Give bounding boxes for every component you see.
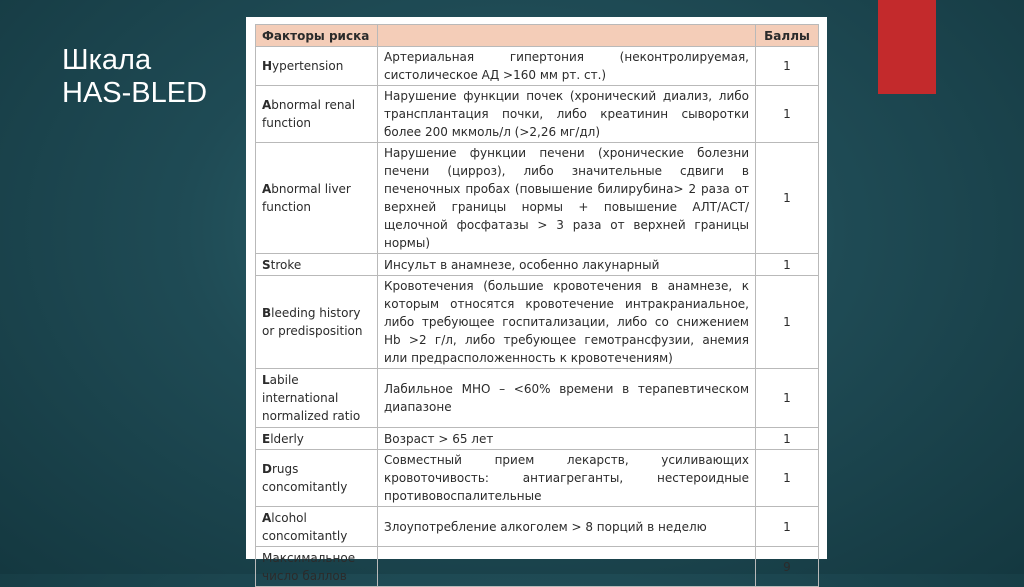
factor-rest: bnormal renal function (262, 98, 356, 130)
description-cell: Нарушение функции печени (хронические болезни печени (цирроз), либо значительные сдвиги в печеночных пробах (повышение билирубина> 2 раза от верхней границы нормы + повышение АЛТ/АСТ/щелочной фосфатазы > 3 раза от верхней границы нормы) (378, 143, 756, 254)
slide-title-line-2: HAS-BLED (62, 77, 208, 109)
factor-rest: rugs concomitantly (262, 462, 348, 494)
description-cell (378, 547, 756, 587)
factor-rest: lcohol concomitantly (262, 510, 348, 543)
description-cell: Возраст > 65 лет (378, 428, 756, 450)
score-cell: 1 (756, 47, 819, 86)
table-row (256, 369, 819, 428)
factor-initial: A (262, 510, 272, 525)
score-cell: 1 (756, 276, 819, 369)
table-row (256, 254, 819, 276)
factor-initial: H (262, 59, 273, 73)
factor-cell (256, 547, 378, 587)
factor-rest: Максимальное число баллов (262, 550, 356, 583)
factor-cell (256, 507, 378, 547)
factor-initial: S (262, 257, 271, 272)
score-cell: 1 (756, 450, 819, 507)
table-row (256, 276, 819, 369)
table-row-total (256, 547, 819, 587)
factor-rest: abile international normalized ratio (262, 373, 361, 423)
factor-rest: ypertension (272, 59, 344, 73)
factor-initial: D (262, 462, 272, 476)
factor-rest: troke (270, 257, 302, 272)
table-panel (246, 17, 827, 583)
table-row (256, 47, 819, 86)
header-description (378, 25, 756, 47)
description-cell: Совместный прием лекарств, усиливающих кровоточивость: антиагреганты, нестероидные противовоспалительные (378, 450, 756, 507)
table-row (256, 86, 819, 143)
accent-bar (878, 0, 936, 94)
description-cell: Артериальная гипертония (неконтролируемая, систолическое АД >160 мм рт. ст.) (378, 47, 756, 86)
table-row (256, 450, 819, 507)
factor-rest: bnormal liver function (262, 182, 351, 214)
score-cell: 1 (756, 369, 819, 428)
factor-initial: L (262, 373, 270, 387)
factor-initial: E (262, 431, 271, 446)
score-cell: 1 (756, 86, 819, 143)
factor-cell (256, 86, 378, 143)
factor-rest: lderly (270, 431, 304, 446)
description-cell: Кровотечения (большие кровотечения в анамнезе, к которым относятся кровотечение интракраниальное, либо требующее госпитализации, либо со снижением Hb >2 г/л, либо требующее гемотрансфузии, анемия или предрасположенность к кровотечениям) (378, 276, 756, 369)
score-cell: 1 (756, 507, 819, 547)
header-factor: Факторы риска (256, 25, 378, 47)
factor-cell (256, 450, 378, 507)
factor-initial: B (262, 306, 272, 320)
description-cell: Инсульт в анамнезе, особенно лакунарный (378, 254, 756, 276)
description-cell: Лабильное МНО – <60% времени в терапевтическом диапазоне (378, 369, 756, 428)
table-header-row (256, 25, 819, 47)
factor-cell (256, 143, 378, 254)
slide-title (62, 44, 207, 110)
header-score: Баллы (756, 25, 819, 47)
table-row (256, 507, 819, 547)
score-cell: 1 (756, 428, 819, 450)
factor-cell (256, 276, 378, 369)
factor-cell (256, 369, 378, 428)
score-cell: 9 (756, 547, 819, 587)
description-cell: Нарушение функции почек (хронический диализ, либо трансплантация почки, либо креатинин сыворотки более 200 мкмоль/л (>2,26 мг/дл) (378, 86, 756, 143)
factor-cell (256, 428, 378, 450)
factor-initial: A (262, 98, 272, 112)
description-cell: Злоупотребление алкоголем > 8 порций в неделю (378, 507, 756, 547)
factor-initial: A (262, 182, 272, 196)
factor-cell (256, 47, 378, 86)
table-row (256, 428, 819, 450)
factor-cell (256, 254, 378, 276)
score-cell: 1 (756, 143, 819, 254)
slide-title-line-1: Шкала (62, 44, 152, 76)
table-row (256, 143, 819, 254)
factor-rest: leeding history or predisposition (262, 306, 363, 338)
has-bled-table (255, 24, 819, 587)
score-cell: 1 (756, 254, 819, 276)
